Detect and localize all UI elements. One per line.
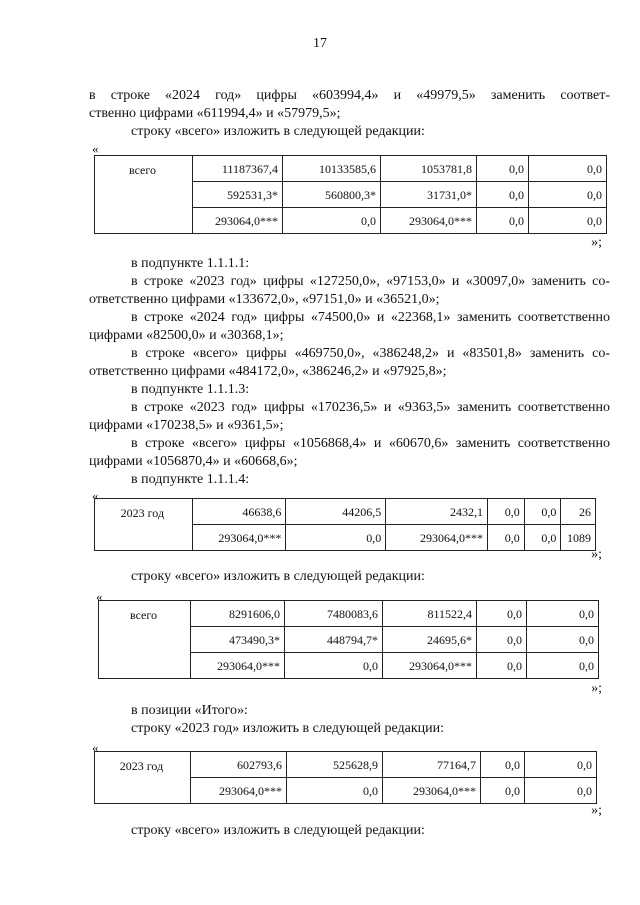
table-itogo-2023: [94, 751, 597, 804]
table-cell: 24695,6*: [383, 627, 477, 653]
row-label: 2023 год: [95, 752, 191, 804]
text-line: в строке «всего» цифры «469750,0», «386248,2» и «83501,8» заменить со-: [131, 346, 610, 361]
table-cell: 0,0: [527, 653, 599, 679]
table-cell: 0,0: [525, 778, 597, 804]
table-cell: 560800,3*: [283, 182, 381, 208]
table-cell: 0,0: [529, 208, 607, 234]
table-cell: 293064,0***: [383, 778, 481, 804]
row-label: 2023 год: [95, 499, 193, 551]
table-cell: 525628,9: [287, 752, 383, 778]
table-cell: 473490,3*: [191, 627, 285, 653]
text-line: в строке «2023 год» цифры «127250,0», «97153,0» и «30097,0» заменить со-: [131, 274, 610, 289]
text-line: в строке «2023 год» цифры «170236,5» и «9363,5» заменить соответственно: [131, 400, 610, 415]
quote-open: «: [96, 589, 103, 604]
table-cell: 8291606,0: [191, 601, 285, 627]
text-line: в подпункте 1.1.1.3:: [131, 382, 250, 397]
table-cell: 293064,0***: [192, 525, 286, 551]
text-line: ственно цифрами «611994,4» и «57979,5»;: [89, 106, 341, 121]
table-cell: 0,0: [529, 156, 607, 182]
table-cell: 0,0: [481, 778, 525, 804]
table-cell: 2432,1: [386, 499, 488, 525]
table-cell: 293064,0***: [193, 208, 283, 234]
table-cell: 0,0: [477, 182, 529, 208]
table-cell: 46638,6: [192, 499, 286, 525]
table-cell: 811522,4: [383, 601, 477, 627]
table-cell: 293064,0***: [383, 653, 477, 679]
page-number: 17: [313, 36, 327, 51]
table-cell: 293064,0***: [381, 208, 477, 234]
text-line: в строке «2024 год» цифры «74500,0» и «22368,1» заменить соответственно: [131, 310, 610, 325]
row-label: всего: [95, 156, 193, 234]
table-cell: 0,0: [527, 627, 599, 653]
table-cell: 293064,0***: [191, 653, 285, 679]
table-cell: 1053781,8: [381, 156, 477, 182]
text-line: строку «всего» изложить в следующей редакции:: [131, 124, 425, 139]
table-cell: 592531,3*: [193, 182, 283, 208]
quote-open: «: [92, 141, 99, 156]
text-line: цифрами «1056870,4» и «60668,6»;: [89, 454, 298, 469]
quote-close: »;: [591, 681, 602, 696]
table-cell: 0,0: [524, 499, 561, 525]
table-row: [95, 752, 597, 778]
quote-close: »;: [591, 547, 602, 562]
table-cell: 0,0: [488, 499, 525, 525]
text-line: строку «2023 год» изложить в следующей редакции:: [131, 721, 444, 736]
table-cell: 0,0: [481, 752, 525, 778]
quote-close: »;: [591, 235, 602, 250]
table-row: [99, 601, 599, 627]
table-cell: 44206,5: [286, 499, 386, 525]
table-cell: 77164,7: [383, 752, 481, 778]
text-line: цифрами «170238,5» и «9361,5»;: [89, 418, 284, 433]
text-line: цифрами «82500,0» и «30368,1»;: [89, 328, 284, 343]
text-line: в строке «2024 год» цифры «603994,4» и «49979,5» заменить соответ-: [89, 88, 610, 103]
table-cell: 31731,0*: [381, 182, 477, 208]
table-cell: 0,0: [527, 601, 599, 627]
text-line: ответственно цифрами «133672,0», «97151,0» и «36521,0»;: [89, 292, 440, 307]
table-cell: 7480083,6: [285, 601, 383, 627]
text-line: в позиции «Итого»:: [131, 703, 248, 718]
table-total-2: [98, 600, 599, 679]
table-cell: 0,0: [477, 627, 527, 653]
table-cell: 11187367,4: [193, 156, 283, 182]
table-cell: 0,0: [286, 525, 386, 551]
table-cell: 293064,0***: [191, 778, 287, 804]
table-cell: 0,0: [488, 525, 525, 551]
table-2023: [94, 498, 596, 551]
table-row: [95, 499, 596, 525]
table-cell: 0,0: [477, 653, 527, 679]
table-cell: 293064,0***: [386, 525, 488, 551]
table-cell: 0,0: [477, 156, 529, 182]
quote-open: «: [92, 740, 99, 755]
text-line: строку «всего» изложить в следующей редакции:: [131, 823, 425, 838]
table-cell: 0,0: [529, 182, 607, 208]
table-cell: 0,0: [477, 208, 529, 234]
table-cell: 0,0: [477, 601, 527, 627]
text-line: в строке «всего» цифры «1056868,4» и «60670,6» заменить соответственно: [131, 436, 610, 451]
table-cell: 0,0: [287, 778, 383, 804]
table-cell: 0,0: [524, 525, 561, 551]
text-line: ответственно цифрами «484172,0», «386246,2» и «97925,8»;: [89, 364, 447, 379]
text-line: в подпункте 1.1.1.1:: [131, 256, 250, 271]
table-row: [95, 156, 607, 182]
text-line: в подпункте 1.1.1.4:: [131, 472, 250, 487]
table-cell: 1089: [561, 525, 596, 551]
table-cell: 0,0: [525, 752, 597, 778]
table-cell: 10133585,6: [283, 156, 381, 182]
quote-close: »;: [591, 803, 602, 818]
table-total-1: [94, 155, 607, 234]
table-cell: 602793,6: [191, 752, 287, 778]
row-label: всего: [99, 601, 191, 679]
table-cell: 0,0: [285, 653, 383, 679]
table-cell: 0,0: [283, 208, 381, 234]
text-line: строку «всего» изложить в следующей редакции:: [131, 569, 425, 584]
quote-open: «: [92, 488, 99, 503]
table-cell: 448794,7*: [285, 627, 383, 653]
table-cell: 26: [561, 499, 596, 525]
